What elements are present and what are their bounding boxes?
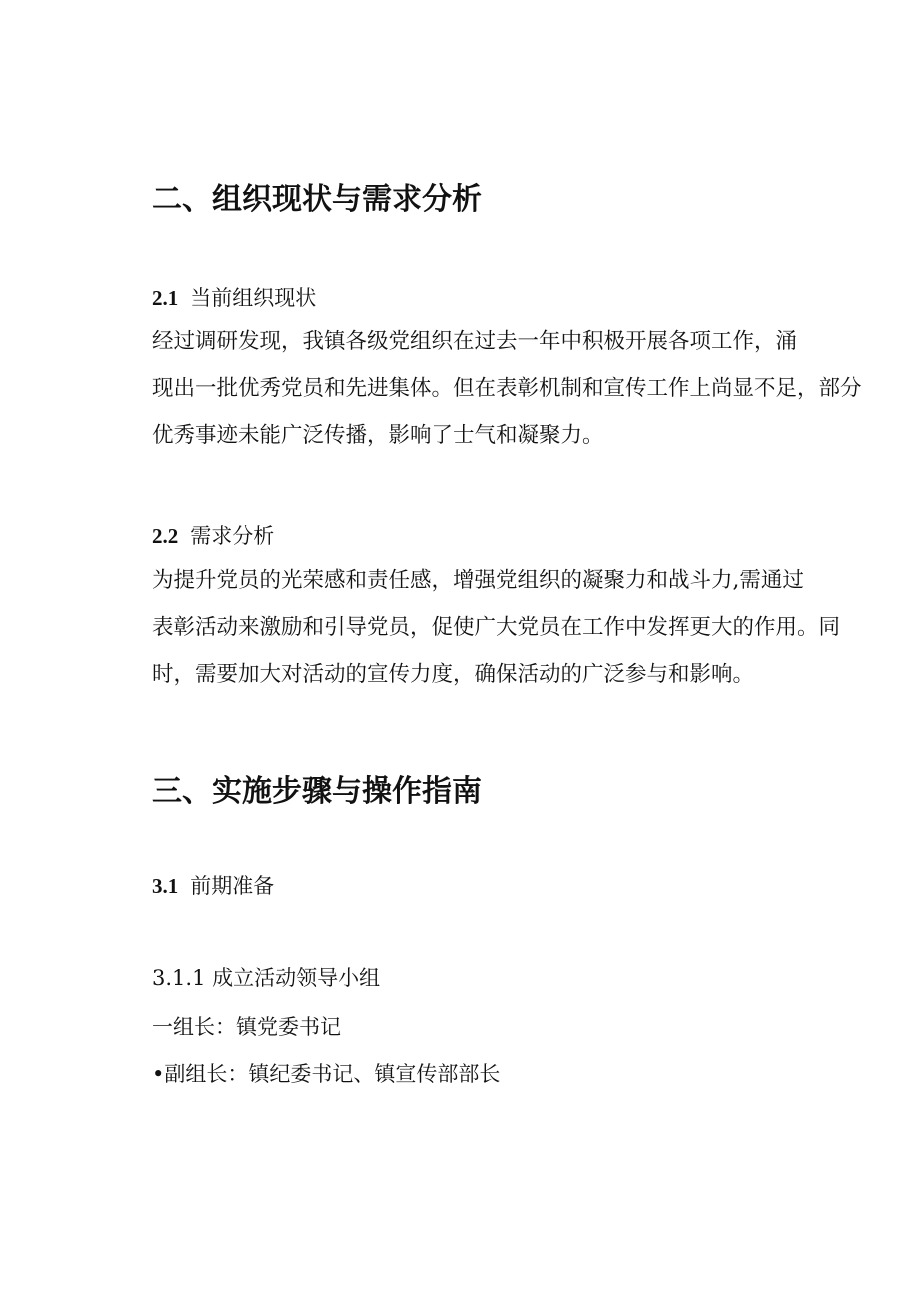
subsection-3-1-number: 3.1 bbox=[152, 874, 179, 898]
paragraph-line: 为提升党员的光荣感和责任感，增强党组织的凝聚力和战斗力,需通过 bbox=[152, 568, 804, 593]
paragraph-line: 经过调研发现，我镇各级党组织在过去一年中积极开展各项工作，涌 bbox=[152, 329, 798, 354]
subsection-3-1-1-heading: 3.1.1 成立活动领导小组 bbox=[152, 966, 381, 990]
subsection-2-1-title: 当前组织现状 bbox=[190, 286, 317, 310]
list-item-leader: 一组长：镇党委书记 bbox=[152, 1015, 341, 1039]
list-item-deputy-leader: •副组长：镇纪委书记、镇宣传部部长 bbox=[152, 1062, 501, 1086]
subsection-2-2-heading bbox=[152, 520, 274, 550]
section-2-heading: 二、组织现状与需求分析 bbox=[152, 182, 482, 217]
subsection-2-2-number: 2.2 bbox=[152, 524, 179, 548]
section-3-heading: 三、实施步骤与操作指南 bbox=[152, 774, 482, 809]
subsection-3-1-title: 前期准备 bbox=[190, 874, 275, 898]
paragraph-line: 优秀事迹未能广泛传播，影响了士气和凝聚力。 bbox=[152, 423, 604, 448]
paragraph-line: 时，需要加大对活动的宣传力度，确保活动的广泛参与和影响。 bbox=[152, 662, 755, 687]
subsection-2-1-paragraph bbox=[152, 318, 862, 459]
subsection-2-1-number: 2.1 bbox=[152, 286, 179, 310]
paragraph-line: 现出一批优秀党员和先进集体。但在表彰机制和宣传工作上尚显不足，部分 bbox=[152, 376, 862, 401]
paragraph-line: 表彰活动来激励和引导党员，促使广大党员在工作中发挥更大的作用。同 bbox=[152, 615, 841, 640]
subsection-2-2-paragraph bbox=[152, 557, 841, 698]
subsection-3-1-heading bbox=[152, 870, 274, 900]
subsection-2-1-heading bbox=[152, 282, 316, 312]
subsection-2-2-title: 需求分析 bbox=[190, 524, 275, 548]
